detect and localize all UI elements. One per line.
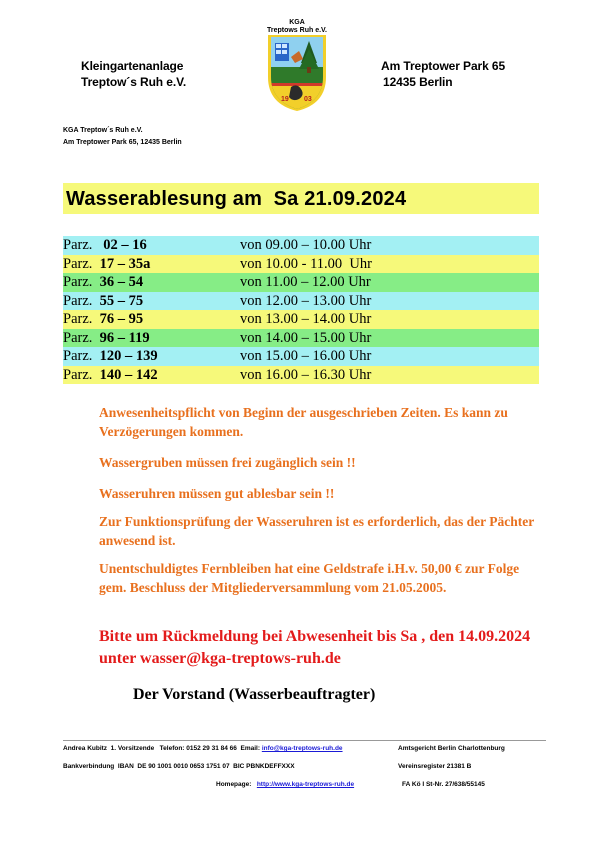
header-right bbox=[381, 58, 505, 90]
schedule-row bbox=[63, 273, 539, 292]
plot-numbers: 140 – 142 bbox=[99, 366, 158, 383]
logo-caption-line1: KGA bbox=[289, 19, 305, 26]
sender-name: KGA Treptow´s Ruh e.V. bbox=[63, 127, 143, 134]
plot-range bbox=[63, 347, 158, 366]
footer-divider bbox=[63, 740, 546, 741]
time-slot: von 15.00 – 16.00 Uhr bbox=[240, 348, 372, 364]
plot-numbers: 76 – 95 bbox=[99, 311, 144, 327]
plot-numbers: 55 – 75 bbox=[99, 292, 144, 309]
time-slot: von 09.00 – 10.00 Uhr bbox=[240, 237, 372, 253]
schedule-row bbox=[63, 310, 539, 329]
sender-street: Am Treptower Park 65, 12435 Berlin bbox=[63, 139, 182, 146]
plot-label: Parz. bbox=[63, 292, 100, 309]
footer-homepage-label: Homepage: bbox=[216, 781, 252, 788]
note-text: Wassergruben müssen frei zugänglich sein !! bbox=[99, 455, 356, 470]
org-type: Kleingartenanlage bbox=[81, 59, 184, 73]
schedule-row bbox=[63, 292, 539, 311]
footer-court: Amtsgericht Berlin Charlottenburg bbox=[398, 745, 505, 752]
footer-homepage-link[interactable]: http://www.kga-treptows-ruh.de bbox=[256, 781, 355, 788]
note-text: Anwesenheitspflicht von Beginn der ausgeschrieben Zeiten. Es kann zu Verzögerungen kommen. bbox=[99, 405, 508, 439]
plot-label: Parz. bbox=[63, 274, 100, 290]
reading-schedule bbox=[63, 236, 539, 384]
schedule-row bbox=[63, 329, 539, 348]
plot-label: Parz. bbox=[63, 366, 100, 383]
plot-numbers: 17 – 35a bbox=[99, 255, 151, 272]
header-left bbox=[81, 58, 186, 90]
plot-label: Parz. bbox=[63, 329, 100, 346]
logo-year-left: 19 bbox=[281, 96, 289, 103]
note-text: Zur Funktionsprüfung der Wasseruhren ist es erforderlich, das der Pächter anwesend ist. bbox=[99, 514, 535, 548]
note-fine bbox=[99, 559, 544, 597]
plot-range bbox=[63, 310, 143, 329]
logo-year-right: 03 bbox=[304, 96, 312, 103]
footer-register: Vereinsregister 21381 B bbox=[398, 763, 472, 770]
signature: Der Vorstand (Wasserbeauftragter) bbox=[133, 686, 376, 703]
time-slot: von 16.00 – 16.30 Uhr bbox=[240, 366, 372, 383]
org-city: 12435 Berlin bbox=[383, 75, 453, 89]
note-pits bbox=[99, 453, 544, 472]
schedule-row bbox=[63, 255, 539, 274]
time-slot: von 12.00 – 13.00 Uhr bbox=[240, 292, 372, 309]
plot-range bbox=[63, 236, 147, 255]
feedback-request: Bitte um Rückmeldung bei Abwesenheit bis Sa , den 14.09.2024 unter wasser@kga-treptows-ruh.de bbox=[99, 628, 531, 667]
plot-range bbox=[63, 329, 150, 348]
page-title: Wasserablesung am Sa 21.09.2024 bbox=[66, 188, 407, 210]
crest-icon bbox=[247, 35, 347, 111]
plot-label: Parz. bbox=[63, 255, 100, 272]
plot-label: Parz. bbox=[63, 237, 100, 253]
plot-numbers: 02 – 16 bbox=[99, 237, 147, 253]
plot-numbers: 96 – 119 bbox=[99, 329, 150, 346]
time-slot: von 11.00 – 12.00 Uhr bbox=[240, 274, 371, 290]
time-slot: von 14.00 – 15.00 Uhr bbox=[240, 329, 372, 346]
note-presence bbox=[99, 403, 544, 441]
logo-caption bbox=[242, 19, 352, 35]
schedule-row bbox=[63, 347, 539, 366]
footer-email-link[interactable]: info@kga-treptows-ruh.de bbox=[261, 745, 343, 752]
schedule-row bbox=[63, 236, 539, 255]
plot-range bbox=[63, 273, 143, 292]
plot-numbers: 120 – 139 bbox=[99, 348, 158, 364]
note-text: Wasseruhren müssen gut ablesbar sein !! bbox=[99, 486, 335, 501]
org-name: Treptow´s Ruh e.V. bbox=[81, 75, 187, 89]
footer-contact bbox=[63, 745, 343, 752]
time-slot: von 13.00 – 14.00 Uhr bbox=[240, 311, 372, 327]
note-function-test bbox=[99, 512, 544, 550]
plot-numbers: 36 – 54 bbox=[99, 274, 144, 290]
note-meters bbox=[99, 484, 544, 503]
schedule-row bbox=[63, 366, 539, 385]
footer-contact-text: Andrea Kubitz 1. Vorsitzende Telefon: 0152 29 31 84 66 Email: bbox=[63, 745, 262, 752]
plot-range bbox=[63, 255, 150, 274]
note-text: Unentschuldigtes Fernbleiben hat eine Geldstrafe i.H.v. 50,00 € zur Folge gem. Beschluss der Mitgliederversammlung vom 21.05.2005. bbox=[99, 561, 520, 595]
plot-label: Parz. bbox=[63, 348, 100, 364]
sender-address bbox=[63, 125, 182, 149]
plot-range bbox=[63, 292, 143, 311]
time-slot: von 10.00 - 11.00 Uhr bbox=[240, 255, 372, 272]
plot-label: Parz. bbox=[63, 311, 100, 327]
org-street: Am Treptower Park 65 bbox=[381, 59, 506, 73]
logo-caption-line2: Treptows Ruh e.V. bbox=[266, 27, 328, 34]
footer-tax: FA Kö I St-Nr. 27/638/55145 bbox=[402, 781, 485, 788]
footer-bank: Bankverbindung IBAN DE 90 1001 0010 0653 1751 07 BIC PBNKDEFFXXX bbox=[63, 763, 295, 770]
logo bbox=[247, 19, 347, 111]
plot-range bbox=[63, 366, 158, 385]
footer-homepage bbox=[216, 781, 354, 788]
